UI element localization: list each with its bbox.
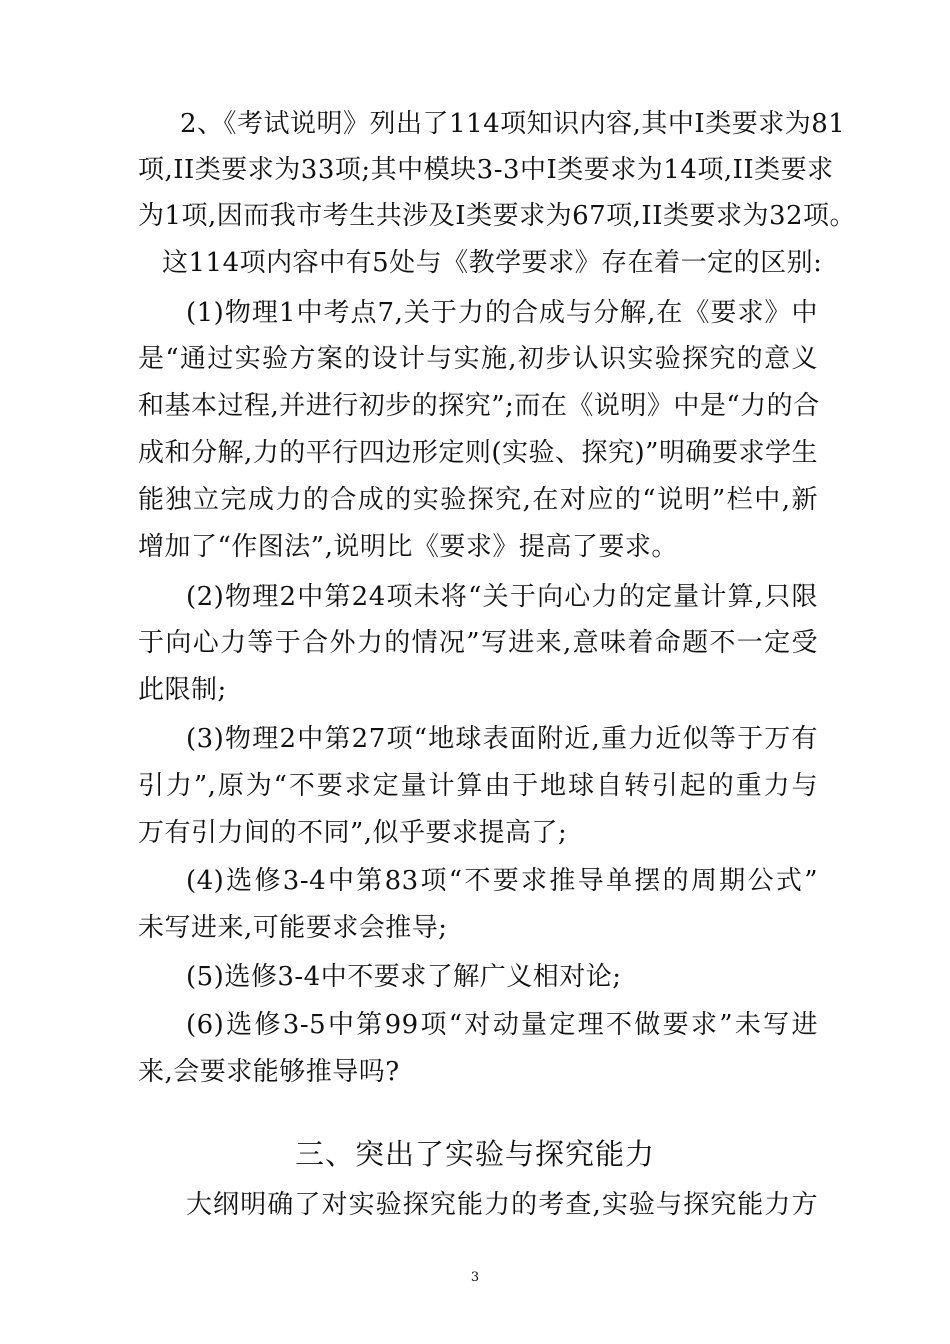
item-1-line-2: 是“通过实验方案的设计与实施,初步认识实验探究的意义 bbox=[138, 344, 818, 374]
item-1-line-6: 增加了“作图法”,说明比《要求》提高了要求。 bbox=[138, 532, 678, 562]
paragraph-2-line-2: 项,II类要求为33项;其中模块3-3中I类要求为14项,II类要求 bbox=[138, 155, 834, 185]
section-3-first-line: 大纲明确了对实验探究能力的考查,实验与探究能力方 bbox=[186, 1190, 818, 1220]
item-2-line-1: (2)物理2中第24项未将“关于向心力的定量计算,只限 bbox=[186, 582, 818, 612]
item-1-line-5: 能独立完成力的合成的实验探究,在对应的“说明”栏中,新 bbox=[138, 485, 818, 515]
item-6-line-2: 来,会要求能够推导吗? bbox=[138, 1057, 400, 1087]
intro-line: 这114项内容中有5处与《教学要求》存在着一定的区别: bbox=[162, 248, 823, 278]
item-3-line-3: 万有引力间的不同”,似乎要求提高了; bbox=[138, 818, 568, 848]
item-2-line-3: 此限制; bbox=[138, 675, 227, 705]
page-number: 3 bbox=[470, 1270, 480, 1285]
item-4-line-1: (4)选修3-4中第83项“不要求推导单摆的周期公式” bbox=[186, 866, 818, 896]
item-3-line-2: 引力”,原为“不要求定量计算由于地球自转引起的重力与 bbox=[138, 771, 818, 801]
item-5-line: (5)选修3-4中不要求了解广义相对论; bbox=[186, 962, 622, 992]
item-4-line-2: 未写进来,可能要求会推导; bbox=[138, 913, 448, 943]
section-heading: 三、突出了实验与探究能力 bbox=[294, 1137, 655, 1171]
paragraph-2-line-3: 为1项,因而我市考生共涉及I类要求为67项,II类要求为32项。 bbox=[138, 201, 857, 231]
item-6-line-1: (6)选修3-5中第99项“对动量定理不做要求”未写进 bbox=[186, 1010, 818, 1040]
item-3-line-1: (3)物理2中第27项“地球表面附近,重力近似等于万有 bbox=[186, 724, 818, 754]
paragraph-2-line-1: 2、《考试说明》列出了114项知识内容,其中I类要求为81 bbox=[180, 109, 846, 139]
item-2-line-2: 于向心力等于合外力的情况”写进来,意味着命题不一定受 bbox=[138, 628, 818, 658]
item-1-line-3: 和基本过程,并进行初步的探究”;而在《说明》中是“力的合 bbox=[138, 391, 820, 421]
item-1-line-1: (1)物理1中考点7,关于力的合成与分解,在《要求》中 bbox=[186, 298, 818, 328]
item-1-line-4: 成和分解,力的平行四边形定则(实验、探究)”明确要求学生 bbox=[138, 438, 818, 468]
